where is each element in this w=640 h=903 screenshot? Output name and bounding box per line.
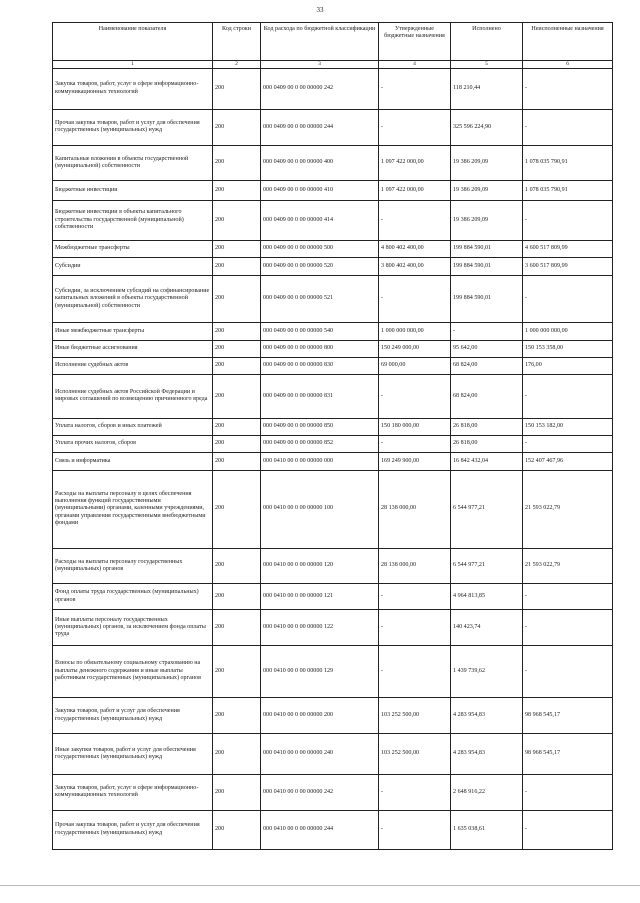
- row-name-cell: Бюджетные инвестиции: [53, 181, 213, 201]
- row-unexecuted-cell: 21 593 022,79: [523, 548, 613, 584]
- row-name-cell: Расходы на выплаты персоналу государственных (муниципальных) органов: [53, 548, 213, 584]
- row-unexecuted-cell: 150 153 182,00: [523, 418, 613, 435]
- row-budget-code-cell: 000 0410 00 0 00 00000 122: [261, 610, 379, 646]
- row-line-code-cell: 200: [213, 68, 261, 109]
- page-number: 33: [316, 6, 324, 14]
- row-line-code-cell: 200: [213, 698, 261, 734]
- row-unexecuted-cell: -: [523, 775, 613, 811]
- column-number: 4: [379, 61, 451, 69]
- row-approved-cell: -: [379, 584, 451, 610]
- row-budget-code-cell: 000 0410 00 0 00 00000 242: [261, 775, 379, 811]
- row-line-code-cell: 200: [213, 200, 261, 240]
- row-executed-cell: 4 964 813,85: [451, 584, 523, 610]
- table-row: [53, 357, 613, 374]
- table-row: [53, 435, 613, 452]
- row-budget-code-cell: 000 0410 00 0 00 00000 240: [261, 733, 379, 774]
- table-row: [53, 240, 613, 257]
- column-header-budget-code: Код расхода по бюджетной классификации: [261, 23, 379, 61]
- row-name-cell: Расходы на выплаты персоналу в целях обеспечения выполнения функций государственными (муниципальными) органами, казенными учреждениями, органами управления государственными внебюджетными фондами: [53, 470, 213, 548]
- row-budget-code-cell: 000 0409 00 0 00 00000 500: [261, 240, 379, 257]
- row-name-cell: Взносы по обязательному социальному страхованию на выплаты денежного содержания и иные выплаты работникам государственных (муниципальных) органов: [53, 646, 213, 698]
- row-approved-cell: 1 097 422 000,00: [379, 181, 451, 201]
- row-unexecuted-cell: 1 078 035 790,91: [523, 181, 613, 201]
- row-executed-cell: 26 818,00: [451, 435, 523, 452]
- row-line-code-cell: 200: [213, 810, 261, 849]
- table-row: [53, 375, 613, 418]
- row-approved-cell: -: [379, 109, 451, 145]
- row-line-code-cell: 200: [213, 418, 261, 435]
- row-budget-code-cell: 000 0409 00 0 00 00000 414: [261, 200, 379, 240]
- column-number: 5: [451, 61, 523, 69]
- row-approved-cell: 1 097 422 000,00: [379, 145, 451, 181]
- row-unexecuted-cell: -: [523, 275, 613, 323]
- row-budget-code-cell: 000 0410 00 0 00 00000 129: [261, 646, 379, 698]
- column-number: 2: [213, 61, 261, 69]
- row-line-code-cell: 200: [213, 375, 261, 418]
- row-unexecuted-cell: -: [523, 109, 613, 145]
- row-unexecuted-cell: 21 593 022,79: [523, 470, 613, 548]
- row-executed-cell: 68 824,00: [451, 357, 523, 374]
- table-row: [53, 68, 613, 109]
- row-unexecuted-cell: 98 968 545,17: [523, 733, 613, 774]
- table-row: [53, 453, 613, 470]
- row-budget-code-cell: 000 0409 00 0 00 00000 244: [261, 109, 379, 145]
- row-approved-cell: -: [379, 435, 451, 452]
- row-budget-code-cell: 000 0410 00 0 00 00000 200: [261, 698, 379, 734]
- row-unexecuted-cell: -: [523, 435, 613, 452]
- row-unexecuted-cell: -: [523, 810, 613, 849]
- row-line-code-cell: 200: [213, 453, 261, 470]
- row-executed-cell: 19 386 209,09: [451, 145, 523, 181]
- table-row: [53, 258, 613, 275]
- row-unexecuted-cell: 152 407 467,96: [523, 453, 613, 470]
- row-approved-cell: 103 252 500,00: [379, 733, 451, 774]
- row-line-code-cell: 200: [213, 548, 261, 584]
- row-name-cell: Прочая закупка товаров, работ и услуг для обеспечения государственных (муниципальных) нужд: [53, 810, 213, 849]
- row-budget-code-cell: 000 0409 00 0 00 00000 400: [261, 145, 379, 181]
- table-row: [53, 181, 613, 201]
- row-budget-code-cell: 000 0409 00 0 00 00000 830: [261, 357, 379, 374]
- row-budget-code-cell: 000 0409 00 0 00 00000 831: [261, 375, 379, 418]
- column-number-row: [53, 61, 613, 69]
- row-approved-cell: -: [379, 610, 451, 646]
- table-row: [53, 733, 613, 774]
- row-approved-cell: -: [379, 775, 451, 811]
- row-executed-cell: 1 635 038,61: [451, 810, 523, 849]
- row-budget-code-cell: 000 0409 00 0 00 00000 800: [261, 340, 379, 357]
- row-line-code-cell: 200: [213, 775, 261, 811]
- row-approved-cell: 150 180 000,00: [379, 418, 451, 435]
- row-line-code-cell: 200: [213, 275, 261, 323]
- row-name-cell: Бюджетные инвестиции в объекты капитального строительства государственной (муниципальной) собственности: [53, 200, 213, 240]
- row-line-code-cell: 200: [213, 240, 261, 257]
- column-header-unexecuted: Неисполненные назначения: [523, 23, 613, 61]
- row-name-cell: Связь и информатика: [53, 453, 213, 470]
- row-name-cell: Иные межбюджетные трансферты: [53, 323, 213, 340]
- row-line-code-cell: 200: [213, 646, 261, 698]
- table-row: [53, 109, 613, 145]
- table-header-row: [53, 23, 613, 61]
- row-approved-cell: 69 000,00: [379, 357, 451, 374]
- row-executed-cell: 95 642,00: [451, 340, 523, 357]
- column-header-line-code: Код строки: [213, 23, 261, 61]
- row-approved-cell: 150 249 000,00: [379, 340, 451, 357]
- row-executed-cell: 26 818,00: [451, 418, 523, 435]
- row-line-code-cell: 200: [213, 258, 261, 275]
- row-unexecuted-cell: -: [523, 646, 613, 698]
- row-line-code-cell: 200: [213, 470, 261, 548]
- row-name-cell: Иные выплаты персоналу государственных (муниципальных) органов, за исключением фонда оплаты труда: [53, 610, 213, 646]
- row-line-code-cell: 200: [213, 733, 261, 774]
- row-unexecuted-cell: 1 078 035 790,91: [523, 145, 613, 181]
- row-approved-cell: -: [379, 810, 451, 849]
- column-header-approved: Утвержденные бюджетные назначения: [379, 23, 451, 61]
- row-name-cell: Уплата налогов, сборов и иных платежей: [53, 418, 213, 435]
- row-budget-code-cell: 000 0410 00 0 00 00000 000: [261, 453, 379, 470]
- row-name-cell: Уплата прочих налогов, сборов: [53, 435, 213, 452]
- row-approved-cell: -: [379, 200, 451, 240]
- row-unexecuted-cell: -: [523, 375, 613, 418]
- table-row: [53, 145, 613, 181]
- table-row: [53, 470, 613, 548]
- row-approved-cell: 4 800 402 400,00: [379, 240, 451, 257]
- row-name-cell: Иные закупки товаров, работ и услуг для обеспечения государственных (муниципальных) нужд: [53, 733, 213, 774]
- table-body: [53, 68, 613, 849]
- row-executed-cell: 199 884 590,01: [451, 258, 523, 275]
- row-executed-cell: 16 842 432,04: [451, 453, 523, 470]
- row-unexecuted-cell: -: [523, 200, 613, 240]
- row-approved-cell: -: [379, 646, 451, 698]
- row-name-cell: Прочая закупка товаров, работ и услуг для обеспечения государственных (муниципальных) нужд: [53, 109, 213, 145]
- row-budget-code-cell: 000 0409 00 0 00 00000 852: [261, 435, 379, 452]
- row-executed-cell: 6 544 977,21: [451, 548, 523, 584]
- row-unexecuted-cell: 98 968 545,17: [523, 698, 613, 734]
- row-line-code-cell: 200: [213, 584, 261, 610]
- row-budget-code-cell: 000 0409 00 0 00 00000 410: [261, 181, 379, 201]
- row-name-cell: Субсидии, за исключением субсидий на софинансирование капитальных вложений в объекты государственной (муниципальной) собственности: [53, 275, 213, 323]
- row-name-cell: Иные бюджетные ассигнования: [53, 340, 213, 357]
- page-bottom-divider: [0, 885, 640, 886]
- row-unexecuted-cell: 3 600 517 809,99: [523, 258, 613, 275]
- row-line-code-cell: 200: [213, 610, 261, 646]
- row-unexecuted-cell: -: [523, 584, 613, 610]
- row-executed-cell: 140 423,74: [451, 610, 523, 646]
- table-row: [53, 610, 613, 646]
- row-budget-code-cell: 000 0409 00 0 00 00000 521: [261, 275, 379, 323]
- table-row: [53, 584, 613, 610]
- row-unexecuted-cell: 176,00: [523, 357, 613, 374]
- row-executed-cell: 4 283 954,83: [451, 698, 523, 734]
- row-executed-cell: 325 596 224,90: [451, 109, 523, 145]
- column-header-executed: Исполнено: [451, 23, 523, 61]
- row-executed-cell: 2 648 916,22: [451, 775, 523, 811]
- row-budget-code-cell: 000 0410 00 0 00 00000 100: [261, 470, 379, 548]
- column-header-name: Наименование показателя: [53, 23, 213, 61]
- row-executed-cell: 6 544 977,21: [451, 470, 523, 548]
- row-name-cell: Исполнение судебных актов: [53, 357, 213, 374]
- row-executed-cell: 19 386 209,09: [451, 181, 523, 201]
- row-line-code-cell: 200: [213, 323, 261, 340]
- row-budget-code-cell: 000 0409 00 0 00 00000 850: [261, 418, 379, 435]
- row-unexecuted-cell: 150 153 358,00: [523, 340, 613, 357]
- row-budget-code-cell: 000 0409 00 0 00 00000 540: [261, 323, 379, 340]
- row-line-code-cell: 200: [213, 435, 261, 452]
- table-row: [53, 646, 613, 698]
- row-name-cell: Исполнение судебных актов Российской Федерации и мировых соглашений по возмещению причиненного вреда: [53, 375, 213, 418]
- row-approved-cell: 103 252 500,00: [379, 698, 451, 734]
- row-approved-cell: 28 138 000,00: [379, 470, 451, 548]
- table-row: [53, 200, 613, 240]
- row-executed-cell: 68 824,00: [451, 375, 523, 418]
- row-name-cell: Субсидии: [53, 258, 213, 275]
- row-approved-cell: -: [379, 68, 451, 109]
- column-number: 1: [53, 61, 213, 69]
- row-unexecuted-cell: 4 600 517 809,99: [523, 240, 613, 257]
- row-executed-cell: 199 884 590,01: [451, 240, 523, 257]
- row-executed-cell: 4 283 954,83: [451, 733, 523, 774]
- row-budget-code-cell: 000 0410 00 0 00 00000 120: [261, 548, 379, 584]
- row-line-code-cell: 200: [213, 340, 261, 357]
- table-row: [53, 275, 613, 323]
- row-approved-cell: 28 138 000,00: [379, 548, 451, 584]
- row-approved-cell: -: [379, 375, 451, 418]
- row-budget-code-cell: 000 0409 00 0 00 00000 242: [261, 68, 379, 109]
- row-line-code-cell: 200: [213, 109, 261, 145]
- table-row: [53, 418, 613, 435]
- column-number: 6: [523, 61, 613, 69]
- row-budget-code-cell: 000 0409 00 0 00 00000 520: [261, 258, 379, 275]
- row-unexecuted-cell: 1 000 000 000,00: [523, 323, 613, 340]
- row-unexecuted-cell: -: [523, 68, 613, 109]
- row-approved-cell: -: [379, 275, 451, 323]
- row-line-code-cell: 200: [213, 357, 261, 374]
- row-approved-cell: 3 800 402 400,00: [379, 258, 451, 275]
- column-number: 3: [261, 61, 379, 69]
- table-row: [53, 340, 613, 357]
- budget-execution-table: [52, 22, 613, 850]
- table-row: [53, 775, 613, 811]
- row-executed-cell: -: [451, 323, 523, 340]
- row-name-cell: Закупка товаров, работ и услуг для обеспечения государственных (муниципальных) нужд: [53, 698, 213, 734]
- table-row: [53, 810, 613, 849]
- row-approved-cell: 169 249 900,00: [379, 453, 451, 470]
- table-row: [53, 323, 613, 340]
- row-executed-cell: 118 210,44: [451, 68, 523, 109]
- table-row: [53, 548, 613, 584]
- row-line-code-cell: 200: [213, 181, 261, 201]
- row-executed-cell: 199 884 590,01: [451, 275, 523, 323]
- row-approved-cell: 1 000 000 000,00: [379, 323, 451, 340]
- table-row: [53, 698, 613, 734]
- row-budget-code-cell: 000 0410 00 0 00 00000 244: [261, 810, 379, 849]
- row-budget-code-cell: 000 0410 00 0 00 00000 121: [261, 584, 379, 610]
- row-executed-cell: 1 439 739,62: [451, 646, 523, 698]
- row-executed-cell: 19 386 209,09: [451, 200, 523, 240]
- row-unexecuted-cell: -: [523, 610, 613, 646]
- row-name-cell: Межбюджетные трансферты: [53, 240, 213, 257]
- row-name-cell: Закупка товаров, работ, услуг в сфере информационно-коммуникационных технологий: [53, 68, 213, 109]
- row-name-cell: Фонд оплаты труда государственных (муниципальных) органов: [53, 584, 213, 610]
- row-line-code-cell: 200: [213, 145, 261, 181]
- row-name-cell: Закупка товаров, работ, услуг в сфере информационно-коммуникационных технологий: [53, 775, 213, 811]
- row-name-cell: Капитальные вложения в объекты государственной (муниципальной) собственности: [53, 145, 213, 181]
